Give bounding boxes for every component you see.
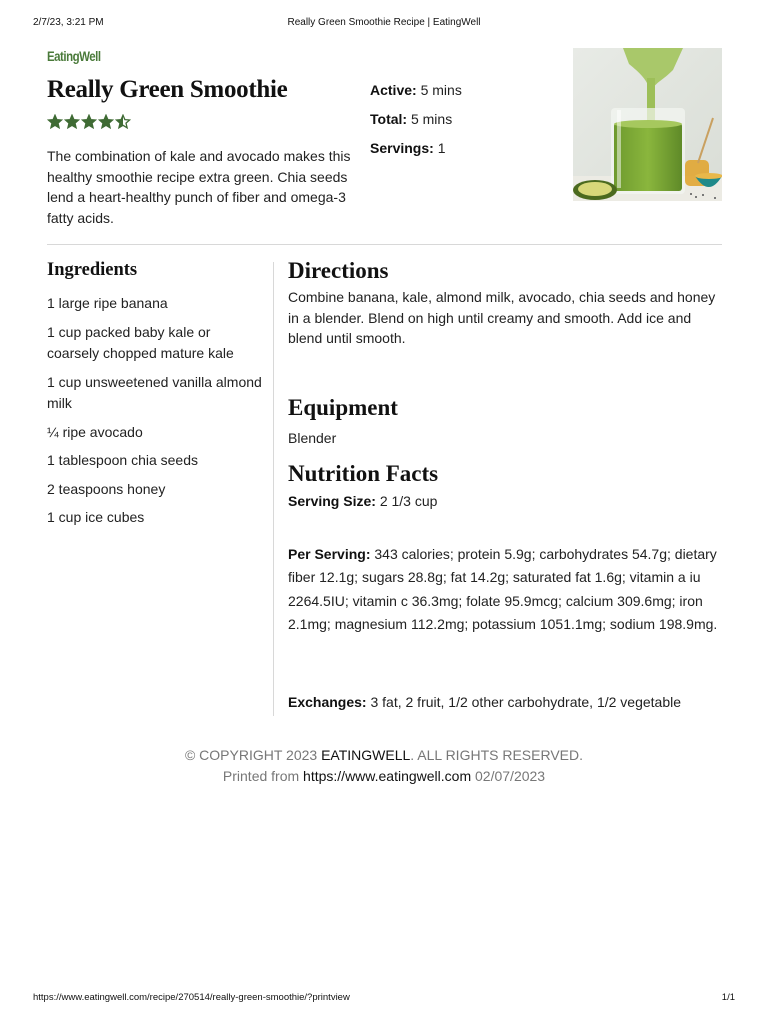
per-serving-nutrition: Per Serving: 343 calories; protein 5.9g; carbohydrates 54.7g; dietary fiber 12.1g; sugars 28.8g; fat 14.2g; saturated fat 1.6g; vitamin a iu 2264.5IU; vitamin c 36.3mg; folate 95.9mcg; calcium 309.6mg; iron 2.1mg; magnesium 112.2mg; potassium 1051.1mg; sodium 198.9mg. bbox=[288, 546, 718, 633]
ingredient-item: 1 cup ice cubes bbox=[47, 509, 145, 525]
nutrition-heading: Nutrition Facts bbox=[288, 461, 439, 486]
directions-text: Combine banana, kale, almond milk, avocado, chia seeds and honey in a blender. Blend on high until creamy and smooth. Add ice and blend until smooth. bbox=[288, 289, 716, 347]
active-time: Active: 5 mins bbox=[370, 82, 462, 98]
ingredient-item: ¼ ripe avocado bbox=[47, 423, 143, 440]
star-full-icon bbox=[98, 114, 114, 130]
recipe-description: The combination of kale and avocado makes this healthy smoothie recipe extra green. Chia seeds lend a heart-healthy punch of fiber and omega-3 fatty acids. bbox=[47, 148, 351, 227]
print-date: 2/7/23, 3:21 PM bbox=[33, 17, 104, 28]
recipe-times bbox=[370, 80, 462, 167]
star-full-icon bbox=[47, 114, 63, 130]
exchanges: Exchanges: 3 fat, 2 fruit, 1/2 other carbohydrate, 1/2 vegetable bbox=[288, 694, 682, 710]
ingredients-list bbox=[47, 293, 265, 536]
directions-heading: Directions bbox=[288, 258, 389, 283]
ingredient-item: 1 large ripe banana bbox=[47, 295, 168, 311]
recipe-title: Really Green Smoothie bbox=[47, 76, 288, 103]
servings: Servings: 1 bbox=[370, 140, 446, 156]
rating-stars bbox=[47, 114, 131, 130]
header-divider bbox=[47, 244, 722, 245]
total-time: Total: 5 mins bbox=[370, 111, 453, 127]
eatingwell-logo[interactable]: EatingWell bbox=[47, 48, 101, 64]
print-header bbox=[33, 17, 735, 31]
copyright-notice: © COPYRIGHT 2023 EATINGWELL. ALL RIGHTS RESERVED. Printed from https://www.eatingwell.com 02/07/2023 bbox=[184, 747, 584, 784]
print-url: https://www.eatingwell.com/recipe/270514/really-green-smoothie/?printview bbox=[33, 992, 350, 1003]
smoothie-photo bbox=[573, 48, 722, 201]
star-half-icon bbox=[115, 114, 131, 130]
ingredient-item: 1 cup unsweetened vanilla almond milk bbox=[47, 373, 262, 411]
copyright-brand: EATINGWELL bbox=[321, 747, 411, 763]
print-page-title: Really Green Smoothie Recipe | EatingWell bbox=[287, 17, 481, 28]
star-full-icon bbox=[64, 114, 80, 130]
ingredient-item: 1 tablespoon chia seeds bbox=[47, 452, 198, 468]
serving-size: Serving Size: 2 1/3 cup bbox=[288, 493, 438, 509]
page-number: 1/1 bbox=[721, 992, 735, 1003]
ingredient-item: 2 teaspoons honey bbox=[47, 480, 166, 497]
star-full-icon bbox=[81, 114, 97, 130]
column-divider bbox=[273, 262, 274, 716]
printed-from-link[interactable]: https://www.eatingwell.com bbox=[303, 768, 472, 784]
equipment-heading: Equipment bbox=[288, 395, 398, 420]
ingredients-heading: Ingredients bbox=[47, 260, 138, 280]
equipment-text: Blender bbox=[288, 430, 337, 446]
ingredient-item: 1 cup packed baby kale or coarsely chopped mature kale bbox=[47, 323, 234, 361]
print-footer bbox=[33, 992, 735, 1006]
